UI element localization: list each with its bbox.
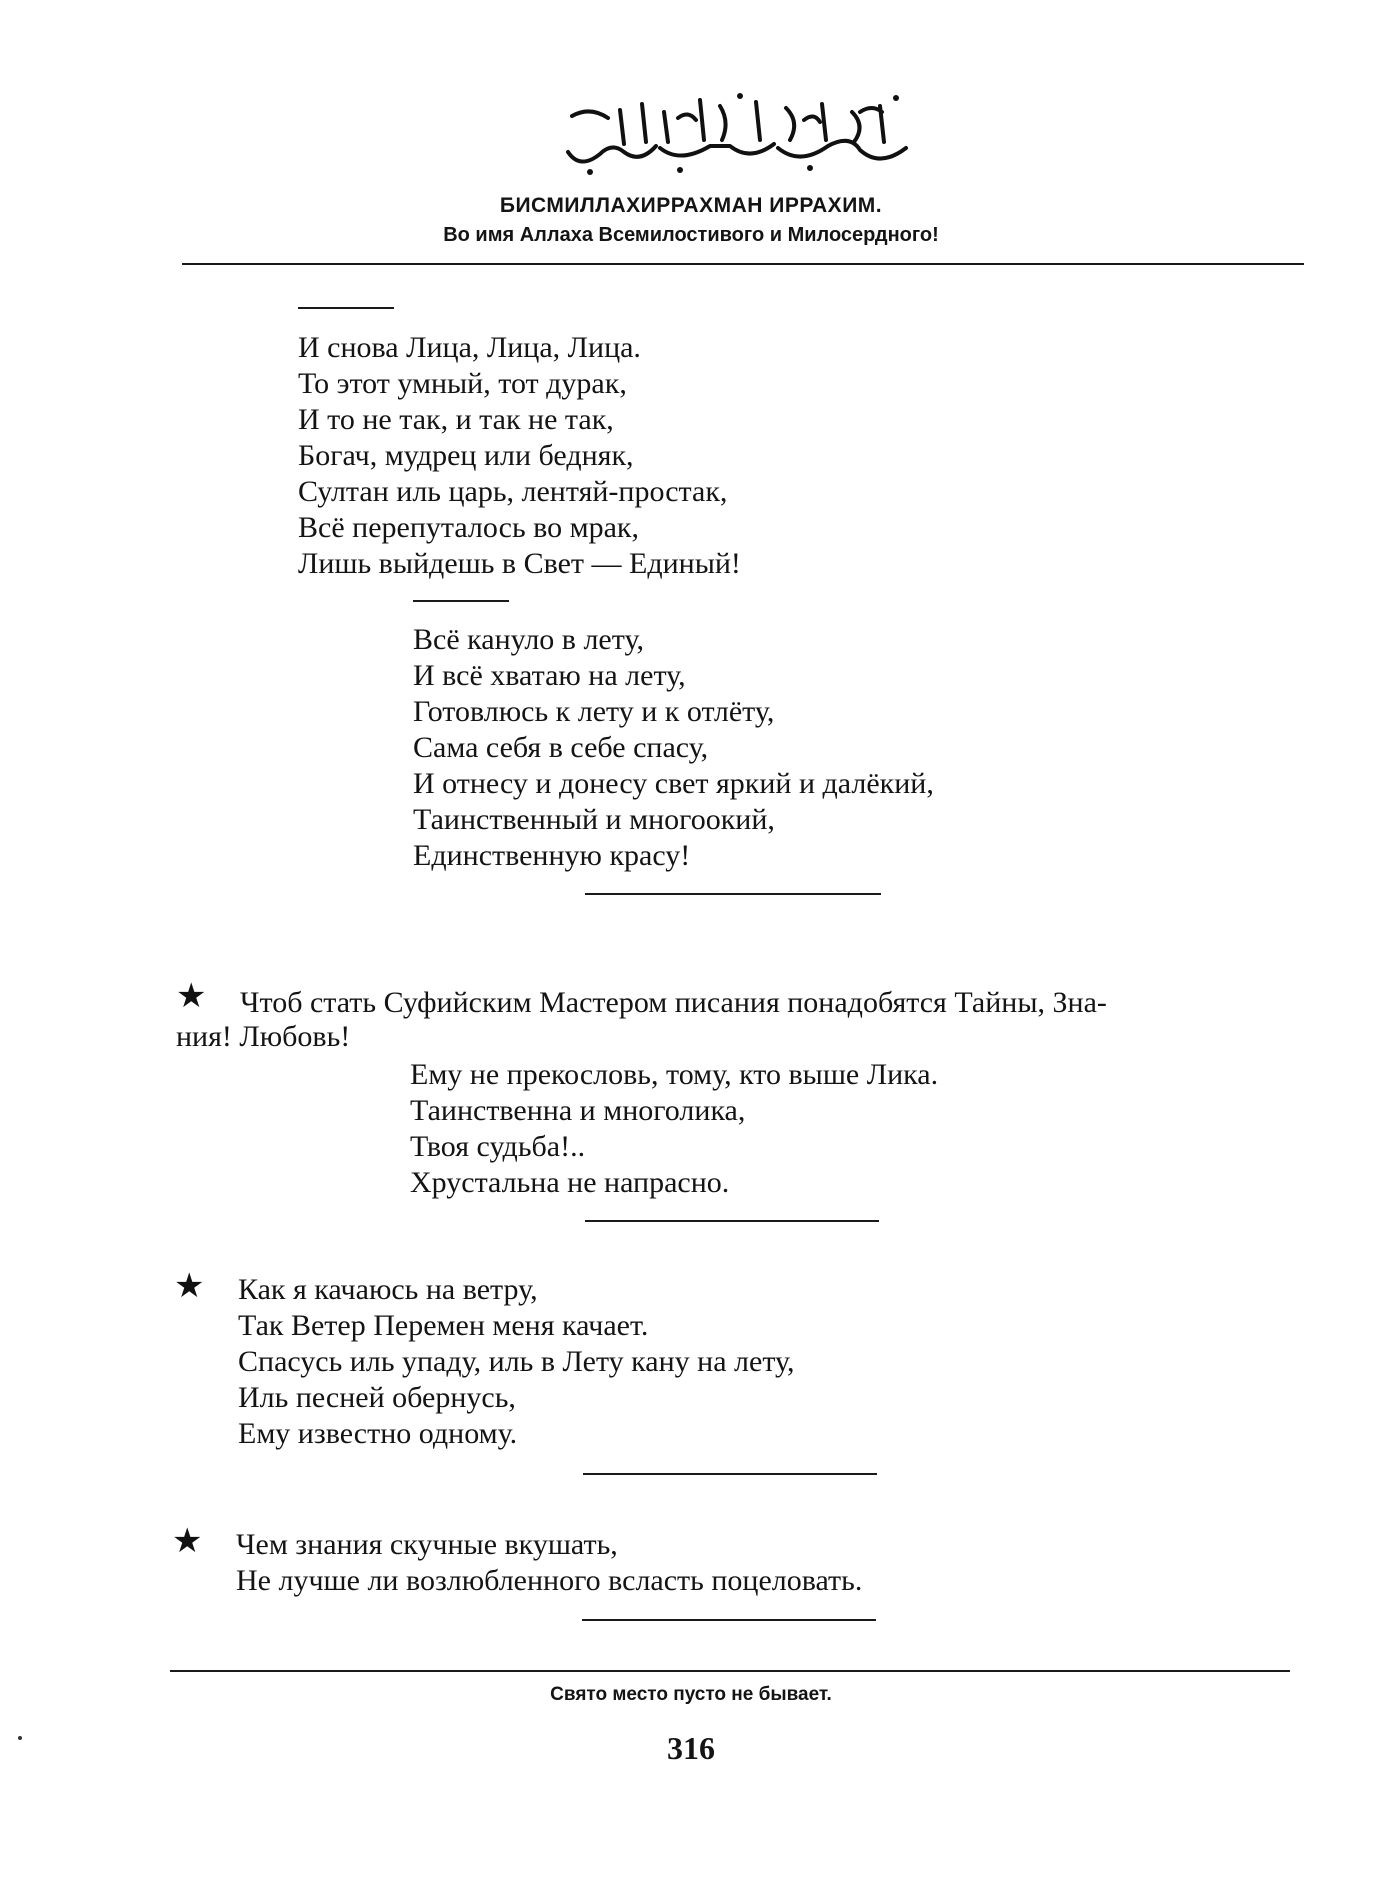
poem-line: То этот умный, тот дурак, <box>298 367 627 400</box>
poem-line: Ему не прекословь, тому, кто выше Лика. <box>410 1058 939 1091</box>
poem-line: Готовлюсь к лету и к отлёту, <box>413 695 775 728</box>
poem-line: И снова Лица, Лица, Лица. <box>298 331 641 364</box>
poem-line: Чем знания скучные вкушать, <box>236 1528 618 1561</box>
poem-line: Единственную красу! <box>413 839 691 872</box>
header-subtitle: Во имя Аллаха Всемилостивого и Милосердного! <box>443 224 939 246</box>
section-end-rule <box>582 1619 876 1621</box>
poem-line: Сама себя в себе спасу, <box>413 731 709 764</box>
poem-line: И то не так, и так не так, <box>298 403 614 436</box>
poem-line: И всё хватаю на лету, <box>413 659 686 692</box>
footer-proverb: Свято место пусто не бывает. <box>550 1684 832 1705</box>
star-bullet-icon: ★ <box>174 1266 205 1306</box>
poem-line: Так Ветер Перемен меня качает. <box>238 1309 649 1342</box>
footer-divider <box>170 1670 1290 1672</box>
section-5-verse <box>236 1527 862 1599</box>
poem-line: Всё кануло в лету, <box>413 623 644 656</box>
poem-line: Всё перепуталось во мрак, <box>298 511 639 544</box>
poem-line: Не лучше ли возлюбленного всласть поцеловать. <box>236 1564 863 1597</box>
poem-line: И отнесу и донесу свет яркий и далёкий, <box>413 767 934 800</box>
poem-line: Богач, мудрец или бедняк, <box>298 439 634 472</box>
poem-line: Хрустальна не напрасно. <box>410 1166 730 1199</box>
poem-line: Спасусь иль упаду, иль в Лету кану на лету, <box>238 1345 795 1378</box>
stanza-1 <box>298 330 741 582</box>
header-title: БИСМИЛЛАХИРРАХМАН ИРРАХИМ. <box>499 194 883 217</box>
star-bullet-icon: ★ <box>176 976 207 1016</box>
poem-line: Твоя судьба!.. <box>410 1130 586 1163</box>
stanza-2 <box>413 622 934 874</box>
prose-line: Чтоб стать Суфийским Мастером писания понадобятся Тайны, Зна- <box>240 986 1107 1019</box>
poem-line: Таинственна и многолика, <box>410 1094 746 1127</box>
section-4-verse <box>238 1272 795 1452</box>
section-end-rule <box>585 1220 879 1222</box>
page-number: 316 <box>667 1730 715 1766</box>
stanza-divider <box>298 307 394 309</box>
section-3-verse <box>410 1057 938 1201</box>
poem-line: Султан иль царь, лентяй-простак, <box>298 475 728 508</box>
poem-line: Лишь выйдешь в Свет — Единый! <box>298 547 741 580</box>
scan-speck <box>18 1736 22 1740</box>
poem-line: Как я качаюсь на ветру, <box>238 1273 538 1306</box>
prose-line: ния! Любовь! <box>176 1020 351 1053</box>
poem-line: Таинственный и многоокий, <box>413 803 775 836</box>
poem-line: Ему известно одному. <box>238 1417 518 1450</box>
star-bullet-icon: ★ <box>172 1521 203 1561</box>
bismillah-calligraphy-image <box>560 82 920 178</box>
poem-line: Иль песней обернусь, <box>238 1381 516 1414</box>
section-end-rule <box>583 1473 877 1475</box>
section-end-rule <box>585 893 881 895</box>
header-divider <box>182 263 1304 265</box>
stanza-divider <box>413 600 509 602</box>
